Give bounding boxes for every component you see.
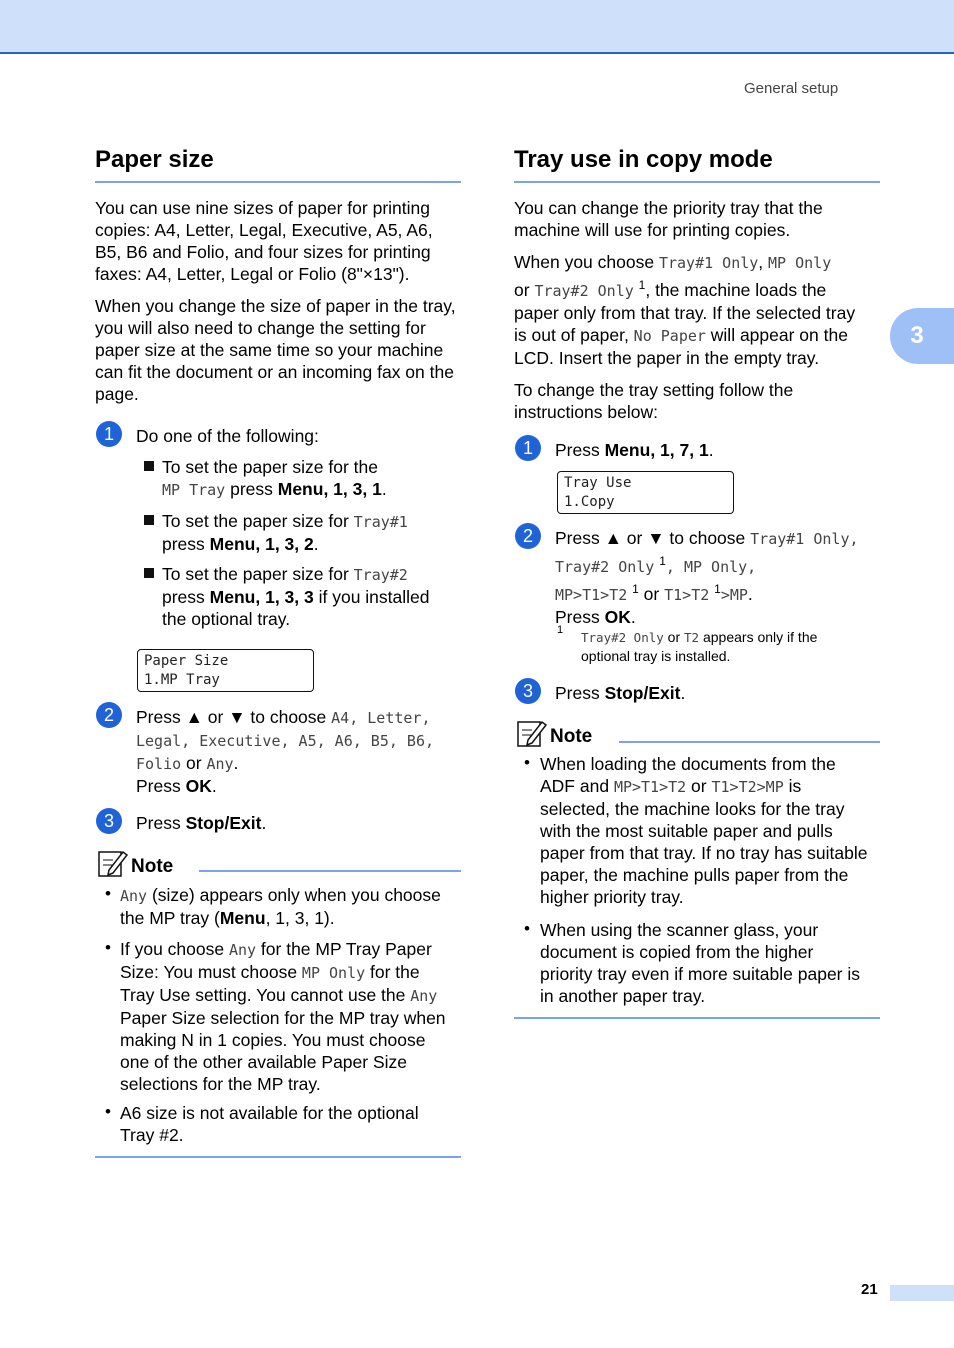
step-text: Press ▲ or ▼ to choose Tray#1 Only, Tray#2 Only $^1$, MP Only, MP>T1>T2 $^1$ or T1>T2 $^1$>MP. Press OK. — [555, 528, 859, 627]
top-header-band — [0, 0, 954, 54]
list-item: To set the paper size for Tray#1 press Menu, 1, 3, 2. — [162, 511, 408, 554]
step-number-badge: 3 — [515, 678, 541, 704]
paragraph: When you choose Tray#1 Only, MP Only or Tray#2 Only $^1$, the machine loads the paper only from that tray. If the selected tray is out of paper, No Paper will appear on the LCD. Insert the paper in the empty tray. — [514, 252, 856, 368]
bullet-dot: • — [105, 938, 111, 957]
left-column — [95, 145, 461, 405]
chapter-tab — [890, 308, 954, 364]
step-text: Do one of the following: — [136, 426, 319, 446]
note-bullet: When loading the documents from the ADF and MP>T1>T2 or T1>T2>MP is selected, the machine looks for the tray with the most suitable paper and pulls paper from that tray. If no tray has suitable paper, the machine pulls paper from the higher priority tray. — [540, 754, 868, 907]
step-number-badge: 3 — [96, 808, 122, 834]
running-header: General setup — [744, 80, 839, 97]
note-pencil-icon — [97, 848, 129, 878]
step-number-badge: 2 — [515, 523, 541, 549]
bullet-dot: • — [105, 1102, 111, 1121]
note-pencil-icon — [516, 718, 548, 748]
title-rule — [514, 181, 880, 183]
note-heading: Note — [131, 856, 174, 877]
step-text: Press Menu, 1, 7, 1. — [555, 440, 714, 460]
lcd-display: Tray Use 1.Copy — [557, 471, 734, 514]
note-rule — [199, 870, 461, 872]
bullet-dot: • — [524, 919, 530, 938]
page-number-bar — [890, 1285, 954, 1301]
list-item: To set the paper size for Tray#2 press Menu, 1, 3, 3 if you installed the optional tray. — [162, 564, 430, 629]
paragraph: You can use nine sizes of paper for printing copies: A4, Letter, Legal, Executive, A5, A6, B5, B6 and Folio, and four sizes for printing faxes: A4, Letter, Legal or Folio (8"×13"). — [95, 198, 433, 284]
square-bullet-icon — [144, 515, 154, 525]
step-number-badge: 2 — [96, 702, 122, 728]
footnote: Tray#2 Only or T2 appears only if the optional tray is installed. — [581, 629, 818, 664]
paragraph: To change the tray setting follow the instructions below: — [514, 379, 794, 422]
note-end-rule — [95, 1156, 461, 1158]
footnote-number: 1 — [557, 624, 564, 636]
note-bullet: If you choose Any for the MP Tray Paper Size: You must choose MP Only for the Tray Use setting. You cannot use the Any Paper Size selection for the MP tray when making N in 1 copies. You must choose one of the other available Paper Size selections for the MP tray. — [120, 939, 446, 1094]
note-bullet: A6 size is not available for the optional Tray #2. — [120, 1103, 419, 1145]
note-bullet: When using the scanner glass, your document is copied from the higher priority tray even if more suitable paper is in another paper tray. — [540, 920, 860, 1006]
title-rule — [95, 181, 461, 183]
note-end-rule — [514, 1017, 880, 1019]
note-bullet: Any (size) appears only when you choose the MP tray (Menu, 1, 3, 1). — [120, 885, 441, 928]
square-bullet-icon — [144, 568, 154, 578]
section-title-tray-use: Tray use in copy mode — [514, 146, 773, 173]
section-title-paper-size: Paper size — [95, 146, 214, 173]
paragraph: When you change the size of paper in the tray, you will also need to change the setting for paper size at the same time so your machine can fit the document or an incoming fax on the page. — [95, 296, 456, 404]
note-rule — [619, 741, 880, 743]
list-item: To set the paper size for the MP Tray press Menu, 1, 3, 1. — [162, 457, 387, 499]
lcd-display: Paper Size 1.MP Tray — [137, 649, 314, 692]
bullet-dot: • — [105, 884, 111, 903]
paragraph: You can change the priority tray that the machine will use for printing copies. — [514, 198, 823, 240]
chapter-number: 3 — [910, 322, 924, 349]
step-text: Press Stop/Exit. — [136, 813, 267, 833]
bullet-dot: • — [524, 753, 530, 772]
note-heading: Note — [550, 726, 593, 747]
step-text: Press ▲ or ▼ to choose A4, Letter, Legal, Executive, A5, A6, B5, B6, Folio or Any. Press OK. — [136, 707, 435, 796]
page-number: 21 — [861, 1281, 878, 1298]
step-number-badge: 1 — [96, 421, 122, 447]
square-bullet-icon — [144, 461, 154, 471]
step-number-badge: 1 — [515, 435, 541, 461]
right-column — [514, 145, 880, 423]
step-text: Press Stop/Exit. — [555, 683, 686, 703]
